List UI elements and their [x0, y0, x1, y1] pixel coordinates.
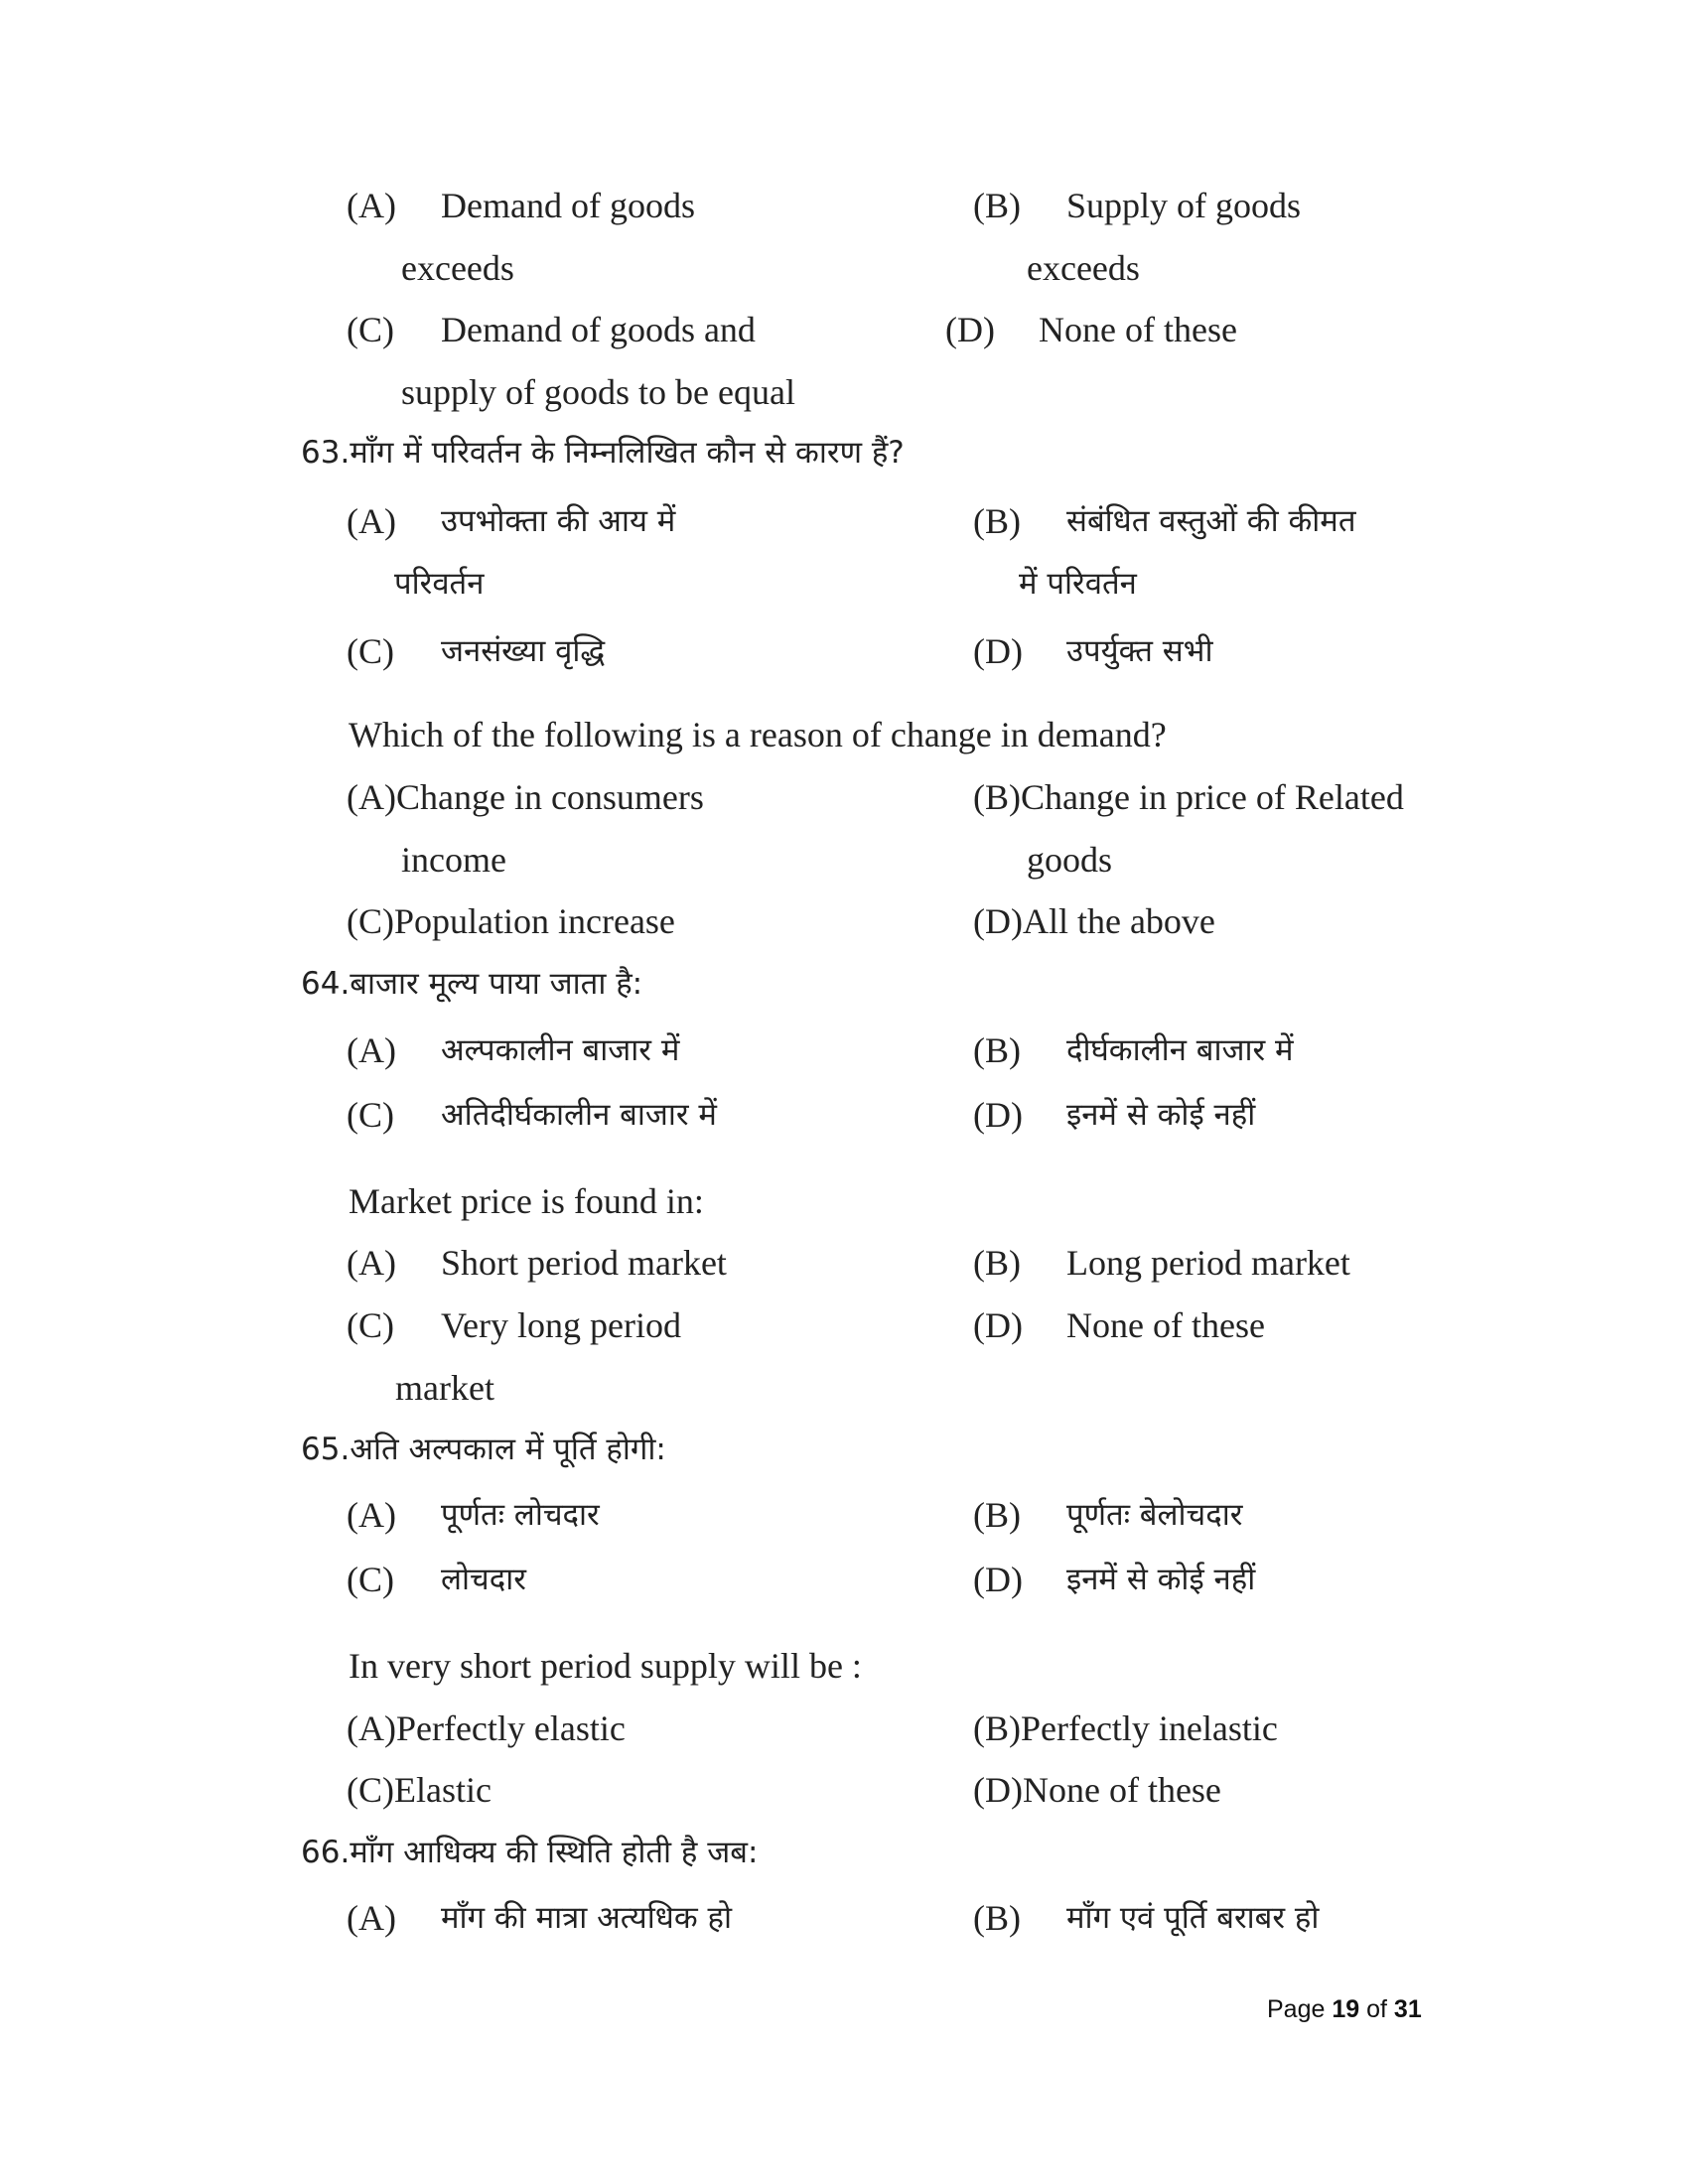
q65-hi-option-d-label: (D) — [973, 1560, 1023, 1599]
q65-hi-option-d-text: इनमें से कोई नहीं — [1066, 1562, 1256, 1597]
q63-hi-option-a-text-cont: परिवर्तन — [394, 566, 485, 602]
q62-option-c-text: Demand of goods and — [441, 310, 756, 349]
q63-question-english: Which of the following is a reason of change in demand? — [349, 715, 1167, 754]
q65-hi-option-a-text: पूर्णतः लोचदार — [441, 1497, 600, 1533]
q62-option-c-text-cont: supply of goods to be equal — [401, 372, 795, 412]
q65-hi-option-a-label: (A) — [347, 1495, 396, 1535]
q64-en-option-a-text: Short period market — [441, 1243, 727, 1283]
q64-hi-option-c-text: अतिदीर्घकालीन बाजार में — [441, 1097, 717, 1133]
q65-hi-option-c-label: (C) — [347, 1560, 394, 1599]
q63-hi-option-b-text: संबंधित वस्तुओं की कीमत — [1066, 503, 1356, 539]
q63-hi-option-a-text: उपभोक्ता की आय में — [441, 503, 676, 539]
q62-option-b-text: Supply of goods — [1066, 186, 1302, 225]
q63-en-option-b-text: (B)Change in price of Related — [973, 777, 1404, 817]
q64-hi-option-d-label: (D) — [973, 1095, 1023, 1135]
q65-question-hindi: 65.अति अल्पकाल में पूर्ति होगी: — [301, 1432, 666, 1467]
q62-option-a-text-cont: exceeds — [401, 248, 514, 288]
q63-en-option-a-text: (A)Change in consumers — [347, 777, 704, 817]
q65-hi-option-c-text: लोचदार — [441, 1562, 526, 1597]
q63-hi-option-b-label: (B) — [973, 501, 1021, 541]
q64-en-option-d-label: (D) — [973, 1305, 1023, 1345]
q63-hi-option-b-text-cont: में परिवर्तन — [1019, 566, 1137, 602]
q62-option-d-text: None of these — [1039, 310, 1237, 349]
q64-hi-option-d-text: इनमें से कोई नहीं — [1066, 1097, 1256, 1133]
page-word: Page — [1267, 1995, 1326, 2023]
q64-question-hindi: 64.बाजार मूल्य पाया जाता है: — [301, 966, 643, 1002]
q62-option-a-label: (A) — [347, 186, 396, 225]
q63-hi-option-d-label: (D) — [973, 631, 1023, 671]
q62-option-c-label: (C) — [347, 310, 394, 349]
q63-en-option-d-text: (D)All the above — [973, 901, 1215, 941]
q66-hi-option-a-label: (A) — [347, 1898, 396, 1938]
q66-hi-option-a-text: माँग की मात्रा अत्यधिक हो — [441, 1900, 733, 1936]
q64-hi-option-a-text: अल्पकालीन बाजार में — [441, 1032, 680, 1068]
q62-option-a-text: Demand of goods — [441, 186, 695, 225]
page-total-number: 31 — [1393, 1995, 1422, 2023]
q63-en-option-b-text-cont: goods — [1027, 840, 1113, 880]
q66-hi-option-b-text: माँग एवं पूर्ति बराबर हो — [1066, 1900, 1320, 1936]
q64-en-option-a-label: (A) — [347, 1243, 396, 1283]
q64-en-option-b-text: Long period market — [1066, 1243, 1350, 1283]
q64-en-option-c-text: Very long period — [441, 1305, 681, 1345]
q66-question-hindi: 66.माँग आधिक्य की स्थिति होती है जब: — [301, 1835, 759, 1870]
page-footer — [1267, 1995, 1422, 2024]
of-word: of — [1366, 1995, 1387, 2023]
q65-hi-option-b-text: पूर्णतः बेलोचदार — [1066, 1497, 1243, 1533]
q63-hi-option-c-label: (C) — [347, 631, 394, 671]
q64-hi-option-c-label: (C) — [347, 1095, 394, 1135]
q64-hi-option-b-label: (B) — [973, 1030, 1021, 1070]
q62-option-b-label: (B) — [973, 186, 1021, 225]
q65-en-option-c-text: (C)Elastic — [347, 1770, 492, 1810]
q65-hi-option-b-label: (B) — [973, 1495, 1021, 1535]
q63-en-option-a-text-cont: income — [401, 840, 506, 880]
page-current-number: 19 — [1332, 1995, 1360, 2023]
q64-en-option-b-label: (B) — [973, 1243, 1021, 1283]
q64-en-option-c-text-cont: market — [395, 1368, 494, 1408]
q62-option-b-text-cont: exceeds — [1027, 248, 1140, 288]
q62-option-d-label: (D) — [945, 310, 995, 349]
q63-question-hindi: 63.माँग में परिवर्तन के निम्नलिखित कौन से कारण हैं? — [301, 435, 905, 471]
q64-hi-option-a-label: (A) — [347, 1030, 396, 1070]
q63-hi-option-a-label: (A) — [347, 501, 396, 541]
q66-hi-option-b-label: (B) — [973, 1898, 1021, 1938]
q65-en-option-b-text: (B)Perfectly inelastic — [973, 1708, 1278, 1748]
q65-question-english: In very short period supply will be : — [349, 1646, 862, 1686]
q64-en-option-d-text: None of these — [1066, 1305, 1265, 1345]
q65-en-option-d-text: (D)None of these — [973, 1770, 1221, 1810]
q64-question-english: Market price is found in: — [349, 1181, 704, 1221]
q63-hi-option-d-text: उपर्युक्त सभी — [1066, 633, 1213, 669]
q65-en-option-a-text: (A)Perfectly elastic — [347, 1708, 626, 1748]
q63-hi-option-c-text: जनसंख्या वृद्धि — [441, 633, 606, 669]
q64-hi-option-b-text: दीर्घकालीन बाजार में — [1066, 1032, 1294, 1068]
q63-en-option-c-text: (C)Population increase — [347, 901, 675, 941]
q64-en-option-c-label: (C) — [347, 1305, 394, 1345]
